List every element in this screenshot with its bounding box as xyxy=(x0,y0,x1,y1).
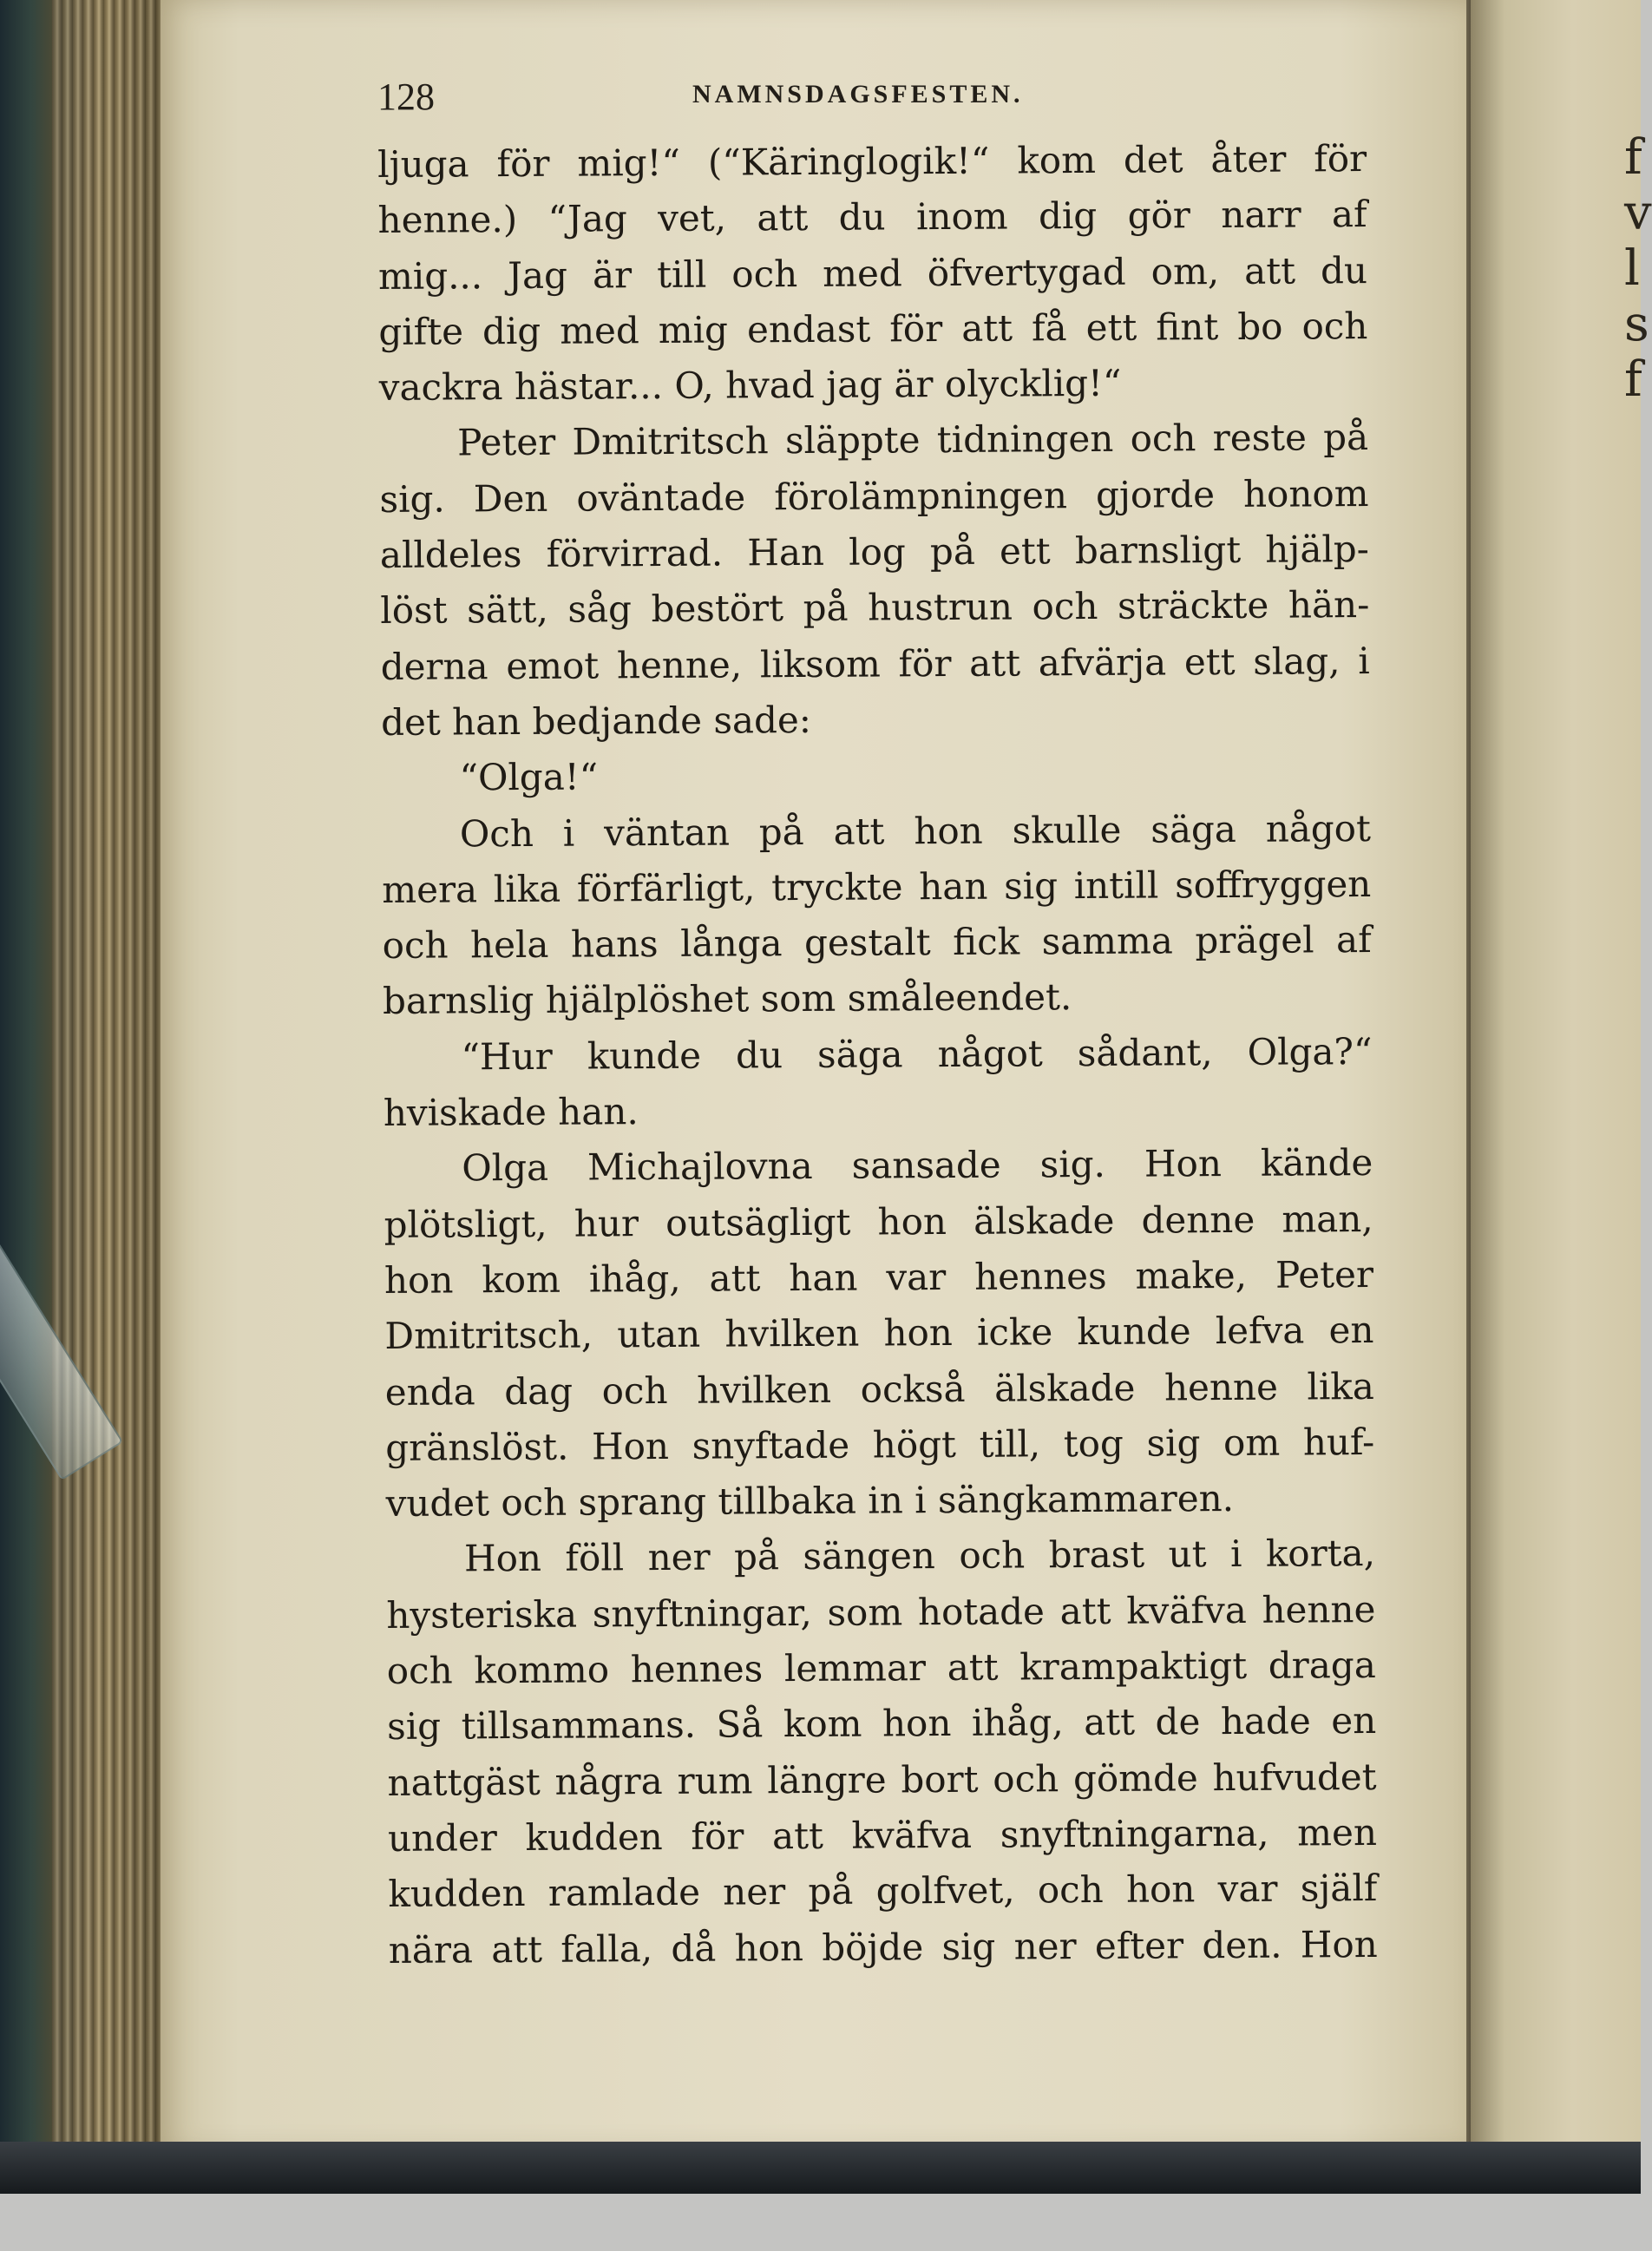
facing-letter: f xyxy=(1624,129,1642,186)
text-line: nära att falla, då hon böjde sig ner efter den. Hon xyxy=(388,1922,1378,1972)
text-line: ljuga för mig!“ (“Käringlogik!“ kom det åter för xyxy=(377,137,1367,186)
book-spine xyxy=(0,0,52,2161)
text-line: under kudden för att kväfva snyftningarna, men xyxy=(387,1810,1378,1860)
text-line: hviskade han. xyxy=(383,1090,639,1135)
text-line: gränslöst. Hon snyftade högt till, tog sig om huf- xyxy=(385,1420,1375,1469)
facing-page-letters xyxy=(1624,130,1650,408)
text-line: och hela hans långa gestalt fick samma prägel af xyxy=(382,918,1372,968)
text-line: plötsligt, hur outsägligt hon älskade denne man, xyxy=(384,1197,1373,1246)
text-line: löst sätt, såg bestört på hustrun och sträckte hän- xyxy=(380,583,1370,633)
text-line: henne.) “Jag vet, att du inom dig gör narr af xyxy=(377,193,1367,242)
text-line: barnslig hjälplöshet som småleendet. xyxy=(382,975,1072,1023)
text-line: Dmitritsch, utan hvilken hon icke kunde lefva en xyxy=(384,1309,1374,1358)
facing-letter: l xyxy=(1624,240,1640,297)
facing-page xyxy=(1471,0,1641,2143)
text-line: mera lika förfärligt, tryckte han sig intill soffryggen xyxy=(382,862,1372,911)
text-line: det han bedjande sade: xyxy=(380,698,812,744)
facing-letter: f xyxy=(1624,351,1642,408)
text-line: “Hur kunde du säga något sådant, Olga?“ xyxy=(461,1029,1373,1079)
text-line: vackra hästar... O, hvad jag är olycklig!“ xyxy=(378,361,1122,410)
body-text xyxy=(377,131,1378,1979)
text-line: enda dag och hvilken också älskade henne lika xyxy=(384,1364,1374,1414)
text-line: och kommo hennes lemmar att krampaktigt draga xyxy=(386,1644,1376,1692)
facing-letter: s xyxy=(1624,296,1649,352)
text-line: mig... Jag är till och med öfvertygad om, att du xyxy=(377,248,1368,298)
text-line: Peter Dmitritsch släppte tidningen och reste på xyxy=(457,416,1369,464)
text-line: Olga Michajlovna sansade sig. Hon kände xyxy=(462,1141,1373,1190)
text-line: nattgäst några rum längre bort och gömde hufvudet xyxy=(387,1755,1377,1804)
text-line: “Olga!“ xyxy=(459,755,599,799)
text-line: derna emot henne, liksom för att afvärja ett slag, i xyxy=(380,639,1370,688)
text-line: hysteriska snyftningar, som hotade att kväfva henne xyxy=(386,1587,1376,1637)
text-line: sig. Den oväntade förolämpningen gjorde honom xyxy=(379,471,1369,521)
text-line: hon kom ihåg, att han var hennes make, Peter xyxy=(384,1252,1374,1302)
running-title: NAMNSDAGSFESTEN. xyxy=(692,80,1024,108)
text-line: alldeles förvirrad. Han log på ett barnsligt hjälp- xyxy=(379,528,1370,577)
scanner-margin xyxy=(0,2194,1641,2251)
text-line: vudet och sprang tillbaka in i sängkammaren. xyxy=(385,1477,1235,1526)
text-line: Och i väntan på att hon skulle säga något xyxy=(459,806,1372,855)
text-line: kudden ramlade ner på golfvet, och hon var själf xyxy=(388,1867,1378,1916)
text-line: Hon föll ner på sängen och brast ut i korta, xyxy=(463,1532,1376,1580)
facing-letter: v xyxy=(1624,185,1652,241)
text-line: gifte dig med mig endast för att få ett fint bo och xyxy=(378,304,1368,353)
page-number: 128 xyxy=(377,75,435,118)
scanner-bed xyxy=(0,2142,1641,2194)
text-line: sig tillsammans. Så kom hon ihåg, att de hade en xyxy=(387,1699,1377,1749)
